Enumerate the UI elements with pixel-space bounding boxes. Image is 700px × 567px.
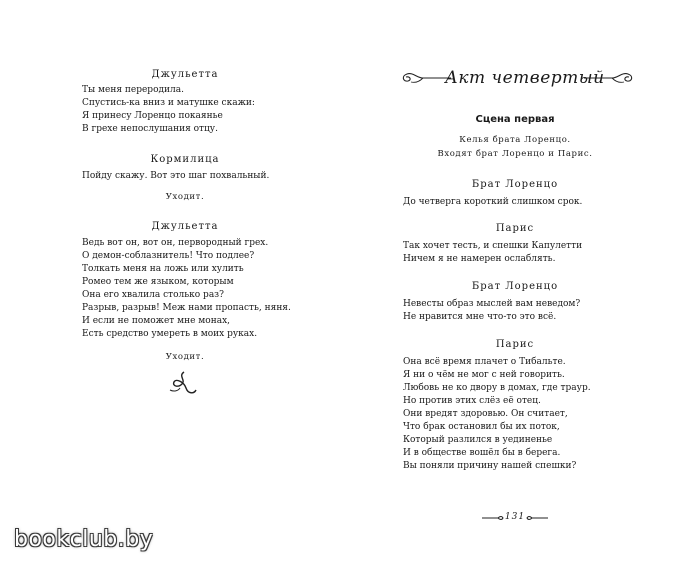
verse-line: Спустись-ка вниз и матушке скажи: [82,98,255,108]
verse-line: Который разлился в уединенье [403,435,553,445]
verse-line: И если не поможет мне монах, [82,316,231,326]
flourish-ornament-icon [164,370,204,398]
verse-line: До четверга короткий слишком срок. [403,197,583,207]
verse-line: Толкать меня на ложь или хулить [82,264,244,274]
verse-line: Она всё время плачет о Тибальте. [403,357,566,367]
verse-line: Но против этих слёз её отец. [403,396,541,406]
verse-block [403,196,582,209]
stage-direction: Келья брата Лоренцо. [459,135,571,145]
verse-block [403,356,591,473]
speaker-name: Парис [495,339,535,350]
verse-block [82,170,269,183]
verse-line: Пойду скажу. Вот это шаг похвальный. [82,171,270,181]
speaker-name: Джульетта [151,69,219,80]
verse-block [403,298,580,324]
verse-line: О демон-соблазнитель! Что подлее? [82,251,255,261]
verse-line: Есть средство умереть в моих руках. [82,329,258,339]
scene-title: Сцена первая [475,114,555,125]
verse-line: И в обществе вошёл бы в берега. [403,448,561,458]
verse-block [403,240,582,266]
verse-line: Ромео тем же языком, которым [82,277,234,287]
speaker-name: Парис [495,223,535,234]
verse-line: Не нравится мне что-то это всё. [403,312,557,322]
verse-line: Любовь не ко двору в домах, где траур. [403,383,591,393]
page-number: 131 [504,512,526,522]
verse-block [82,84,255,136]
verse-line: Разрыв, разрыв! Меж нами пропасть, няня. [82,303,291,313]
verse-line: В грехе непослушания отцу. [82,124,218,134]
watermark: bookclub.by [14,527,154,552]
verse-line: Что брак остановил бы их поток, [403,422,560,432]
verse-line: Вы поняли причину нашей спешки? [403,461,577,471]
stage-direction: Уходит. [165,192,205,202]
flourish-ornament-icon [582,70,642,86]
speaker-name: Брат Лоренцо [471,179,559,190]
verse-line: Невесты образ мыслей вам неведом? [403,299,581,309]
verse-line: Они вредят здоровью. Он считает, [403,409,568,419]
stage-direction: Уходит. [165,352,205,362]
verse-line: Я ни о чём не мог с ней говорить. [403,370,565,380]
speaker-name: Брат Лоренцо [471,281,559,292]
verse-line: Так хочет тесть, и спешки Капулетти [403,241,583,251]
verse-line: Она его хвалила столько раз? [82,290,224,300]
verse-block [82,237,291,341]
stage-direction: Входят брат Лоренцо и Парис. [437,149,593,159]
flourish-ornament-icon [393,70,453,86]
verse-line: Ведь вот он, вот он, первородный грех. [82,238,269,248]
verse-line: Ничем я не намерен ослаблять. [403,254,556,264]
speaker-name: Кормилица [150,154,220,165]
right-page [350,0,700,567]
act-title: Акт четвертый [445,68,605,88]
speaker-name: Джульетта [151,221,219,232]
verse-line: Я принесу Лоренцо покаянье [82,111,223,121]
page-number-ornament-icon [526,514,550,522]
verse-line: Ты меня переродила. [82,85,184,95]
